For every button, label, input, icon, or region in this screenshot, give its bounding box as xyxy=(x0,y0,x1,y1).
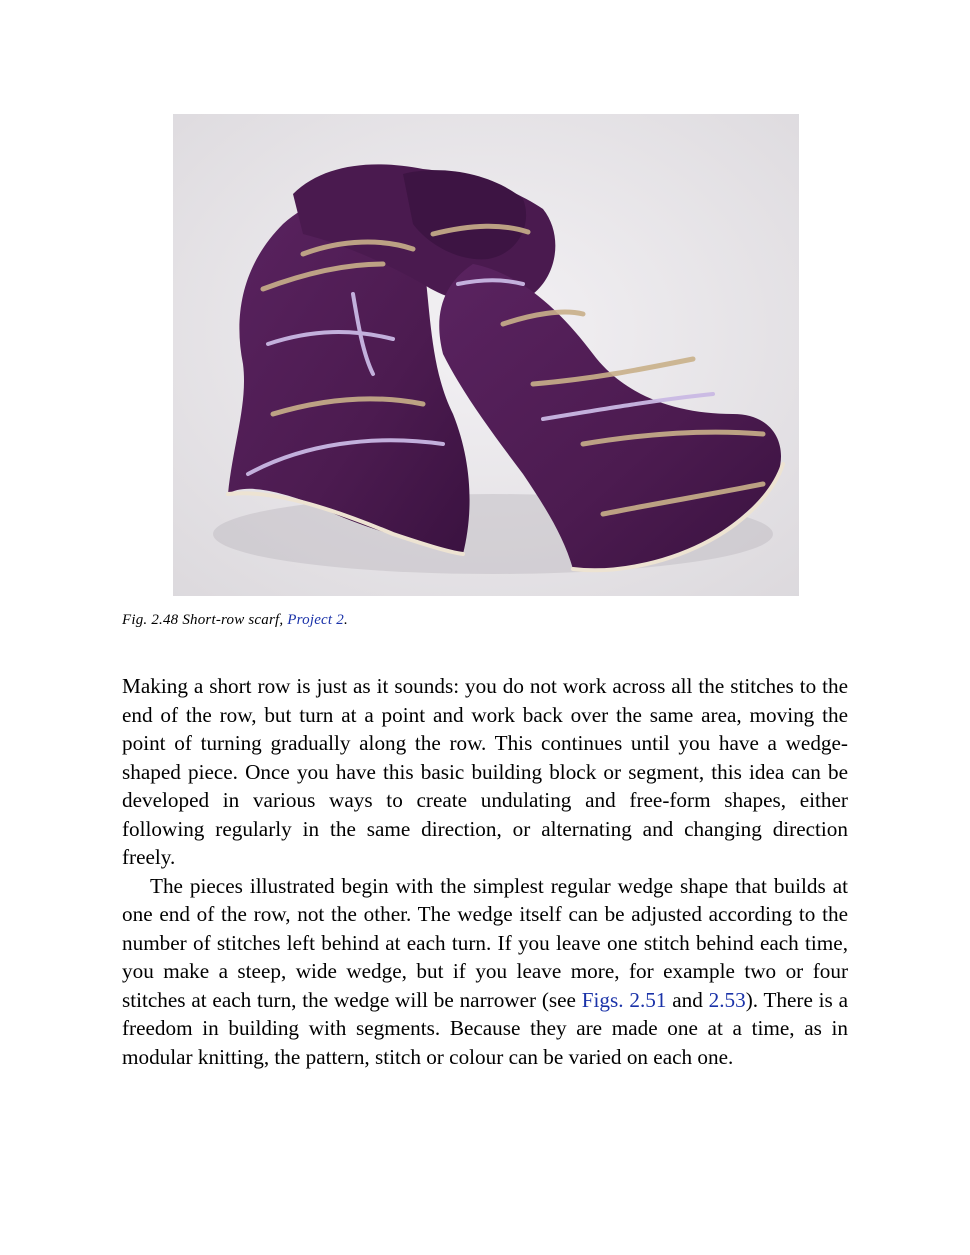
paragraph-2-part-2: and xyxy=(666,987,709,1012)
body-text xyxy=(122,672,848,1071)
paragraph-2-part-3: ). There is a freedom in building with segments. Because they are made one at a time, as in modular knitting, the pattern, stitch or colour can be varied on each one. xyxy=(122,987,848,1069)
fig-2-53-link[interactable]: 2.53 xyxy=(708,987,746,1012)
caption-prefix: Fig. 2.48 Short-row scarf, xyxy=(122,612,288,628)
project-2-link[interactable]: Project 2 xyxy=(287,612,344,628)
scarf-photo xyxy=(173,114,799,596)
paragraph-2 xyxy=(122,872,848,1072)
paragraph-2-part-1: The pieces illustrated begin with the simplest regular wedge shape that builds at one end of the row, not the other. The wedge itself can be adjusted according to the number of stitches left behind at each turn. If you leave one stitch behind each time, you make a steep, wide wedge, but if you leave more, for example two or four stitches at each turn, the wedge will be narrower (see xyxy=(122,873,848,1012)
caption-suffix: . xyxy=(343,612,348,628)
figure-caption xyxy=(122,610,622,630)
paragraph-1: Making a short row is just as it sounds: you do not work across all the stitches to the end of the row, but turn at a point and work back over the same area, moving the point of turning gradually along the row. This continues until you have a wedge-shaped piece. Once you have this basic building block or segment, this idea can be developed in various ways to create undulating and free-form shapes, either following regularly in the same direction, or alternating and changing direction freely. xyxy=(122,674,848,869)
figs-2-51-link[interactable]: Figs. 2.51 xyxy=(581,987,667,1012)
